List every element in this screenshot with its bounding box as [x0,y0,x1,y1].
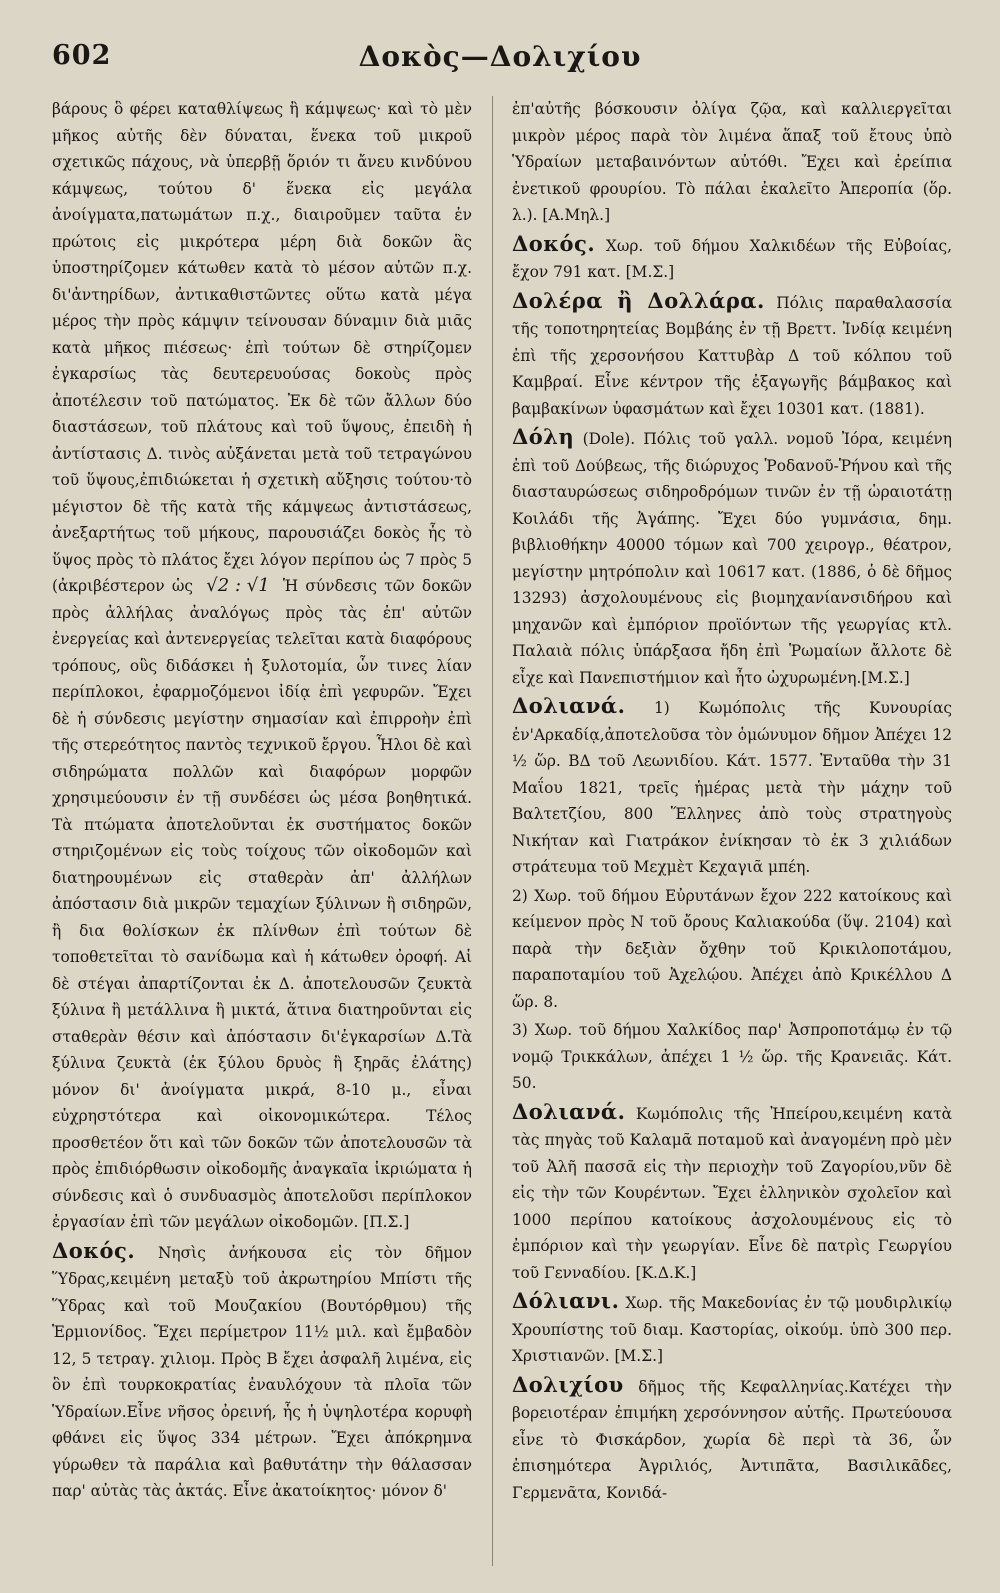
column-divider [492,96,493,1566]
entry-text: ἐπ'αὐτῆς βόσκουσιν ὀλίγα ζῷα, καὶ καλλιεργεῖται μικρὸν μέρος παρὰ τὸν λιμένα ἅπαξ τοῦ ἔτους ὑπὸ Ὑδραίων μεταβαινόντων αὐτόθι. Ἔχει καὶ ἐρείπια ἐνετικοῦ φρουρίου. Τὸ πάλαι ἐκαλεῖτο Ἀπεροπία (ὅρ. λ.). [Α.Μηλ.] [512,100,952,224]
entry-headword: Δοκός. [52,1237,136,1263]
page-header [52,40,948,80]
entry-doliani [512,1288,952,1370]
right-column [512,96,952,1574]
entry-doliana-sub2 [512,883,952,1016]
entry-dokos-village [512,231,952,286]
entry-text: Νησὶς ἀνήκουσα εἰς τὸν δῆμον Ὕδρας,κειμένη μεταξὺ τοῦ ἀκρωτηρίου Μπίστι τῆς Ὕδρας καὶ τοῦ Μουζακίου (Βουτόρθμου) τῆς Ἑρμιονίδος. Ἔχει περίμετρον 11½ μιλ. καὶ ἔμβαδὸν 12, 5 τετραγ. χιλιομ. Πρὸς Β ἔχει ἀσφαλῆ λιμένα, εἰς ὃν ἐπὶ τουρκοκρατίας ἐναυλόχουν τὰ πλοῖα τῶν Ὑδραίων.Εἶνε νῆσος ὀρεινή, ἧς ἡ ὑψηλοτέρα κορυφὴ φθάνει εἰς ὕψος 334 μέτρων. Ἔχει ἀπόκρημνα γύρωθεν τὰ παράλια καὶ βαθυτάτην τὴν θάλασσαν παρ' αὐτὰς τὰς ἀκτάς. Εἶνε ἀκατοίκητος· μόνον δ' [52,1243,472,1500]
entry-text: βάρους ὃ φέρει καταθλίψεως ἢ κάμψεως· καὶ τὸ μὲν μῆκος αὐτῆς δὲν δύναται, ἕνεκα τοῦ μικροῦ σχετικῶς πάχους, νὰ ὑπερβῇ ὅριόν τι ἄνευ κινδύνου κάμψεως, τούτου δ' ἕνεκα εἰς μεγάλα ἀνοίγματα,πατωμάτων π.χ., διαιροῦμεν ταῦτα ἐν πρώτοις εἰς μικρότερα μέρη διὰ δοκῶν ἃς ὑποστηρίζομεν κάτωθεν κατὰ τὸ μέσον αὐτῶν π.χ. δι'ἀντηρίδων, ἀντικαθιστῶντες οὕτω κατὰ μέγα μέρος τὴν πρὸς κάμψιν τείνουσαν δύναμιν διὰ μιᾶς κατὰ μῆκος πιέσεως· ἐπὶ τούτων δὲ στηρίζομεν ἐγκαρσίως τὰς δευτερευούσας δοκοὺς πρὸς ἀποτέλεσιν τοῦ πατώματος. Ἐκ δὲ τῶν ἄλλων δύο διαστάσεων, τοῦ πλάτους καὶ τοῦ ὕψους, ἐπειδὴ ἡ ἀντίστασις Δ. τινὸς αὐξάνεται μετὰ τοῦ τετραγώνου τοῦ ὕψους,ἐπιδιώκεται ἡ σχετικὴ αὔξησις τούτου·τὸ μέγιστον δὲ τῆς κατὰ τῆς κάμψεως ἀντιστάσεως, ἀνεξαρτήτως τοῦ μήκους, παρουσιάζει δοκὸς ἧς τὸ ὕψος πρὸς τὸ πλάτος ἔχει λόγον περίπου ὡς 7 πρὸς 5 (ἀκριβέστερον ὡς [52,100,472,595]
entry-text: 2) Χωρ. τοῦ δήμου Εὐρυτάνων ἔχον 222 κατοίκους καὶ κείμενον πρὸς Ν τοῦ ὄρους Καλιακούδα (ὕψ. 2104) καὶ παρὰ τὴν δεξιὰν ὄχθην τοῦ Κρικιλοποτάμου, παραποταμίου τοῦ Ἀχελῴου. Ἀπέχει ἀπὸ Κρικέλλου Δ ὥρ. 8. [512,886,952,1011]
entry-headword: Δόλιανι. [512,1288,620,1313]
entry-dolichiou [512,1372,952,1507]
entry-text: 3) Χωρ. τοῦ δήμου Χαλκίδος παρ' Ἀσπροποτάμῳ ἐν τῷ νομῷ Τρικκάλων, ἀπέχει 1 ½ ὥρ. τῆς Κρανειᾶς. Κάτ. 50. [512,1021,952,1092]
page-number: 602 [52,40,112,71]
entry-text: Χωρ. τῆς Μακεδονίας ἐν τῷ μουδιρλικίῳ Χρουπίστης τοῦ διαμ. Καστορίας, οἰκούμ. ὑπὸ 300 περ. Χριστιανῶν. [Μ.Σ.] [512,1294,952,1365]
entry-headword: Δολιανά. [512,693,626,718]
running-head: Δοκὸς—Δολιχίου [358,40,642,73]
entry-dokos-island-continuation [512,96,952,229]
entry-text: (Dole). Πόλις τοῦ γαλλ. νομοῦ Ἰόρα, κειμένη ἐπὶ τοῦ Δούβεως, τῆς διώρυχος Ῥοδανοῦ-Ῥήνου καὶ τῆς διασταυρώσεως σιδηροδρόμων τινῶν ἐν τῇ ὡραιοτάτῃ Κοιλάδι τῆς Ἀγάπης. Ἔχει δύο γυμνάσια, δημ. βιβλιοθήκην 40000 τόμων καὶ 700 χειρογρ., θέατρον, μεγίστην μητρόπολιν καὶ 10617 κατ. (1886, ὁ δὲ δῆμος 13293) ἀσχολουμένους εἰς βιομηχανίανσιδήρου καὶ μηχανῶν καὶ ἐμπόριον προϊόντων τῆς γεωργίας κτλ. Παλαιὰ πόλις ὑπάρξασα ἤδη ἐπὶ Ῥωμαίων ἄλλοτε δὲ εἶχε καὶ Πανεπιστήμιον καὶ ἦτο ὠχυρωμένη.[Μ.Σ.] [512,430,952,687]
entry-text: Πόλις παραθαλασσία τῆς τοποτηρητείας Βομβάης ἐν τῇ Βρεττ. Ἰνδίᾳ κειμένη ἐπὶ τῆς χερσονήσου Καττυβὰρ Δ τοῦ κόλπου τοῦ Καμβραί. Εἶνε κέντρον τῆς ἐξαγωγῆς βάμβακος καὶ βαμβακίνων ὑφασμάτων καὶ ἔχει 10301 κατ. (1881). [512,293,952,418]
entry-headword: Δοκός. [512,230,596,256]
entry-text: δῆμος τῆς Κεφαλληνίας.Κατέχει τὴν βορειοτέραν ἐπιμήκη χερσόννησον αὐτῆς. Πρωτεύουσα εἶνε τὸ Φισκάρδον, χωρία δὲ περὶ τὰ 36, ὧν ἐπισημότερα Ἀγριλιός, Ἀντιπᾶτα, Βασιλικᾶδες, Γερμενᾶτα, Κονιδά- [512,1377,952,1502]
entry-doliana-epirus [512,1099,952,1287]
entry-dole [512,424,952,691]
entry-text: 1) Κωμόπολις τῆς Κυνουρίας ἐν'Αρκαδίᾳ,ἀποτελοῦσα τὸν ὁμώνυμον δῆμον Ἀπέχει 12 ½ ὥρ. ΒΔ τοῦ Λεωνιδίου. Κάτ. 1577. Ἐνταῦθα τὴν 31 Μαΐου 1821, τρεῖς ἡμέρας μετὰ τὴν μάχην τοῦ Βαλτετζίου, 800 Ἕλληνες ἀπὸ τοὺς στρατηγοὺς Νικήταν καὶ Γιατράκον ἐνίκησαν τὸ ἐκ 3 χιλιάδων στράτευμα τοῦ Μεχμὲτ Κεχαγιᾶ μπέη. [512,699,952,876]
entry-headword: Δολιχίου [512,1371,624,1397]
entry-text: Ἡ σύνδεσις τῶν δοκῶν πρὸς ἀλλήλας ἀναλόγως πρὸς τὰς ἐπ' αὐτῶν ἐνεργείας καὶ ἀντενεργείας τελεῖται κατὰ διαφόρους τρόπους, οὓς διδάσκει ἡ ξυλοτομία, ὧν τινες λίαν περίπλοκοι, ἐφαρμοζόμενοι ἰδίᾳ ἐπὶ γεφυρῶν. Ἔχει δὲ ἡ σύνδεσις μεγίστην σημασίαν καὶ ἐπιρροὴν ἐπὶ τῆς στερεότητος παντὸς τεχνικοῦ ἔργου. Ἧλοι δὲ καὶ σιδηρώματα πολλῶν καὶ διαφόρων μορφῶν χρησιμεύουσιν ἐν τῇ συνδέσει ὡς μέσα βοηθητικά. Τὰ πτώματα ἀποτελοῦνται ἐκ συστήματος δοκῶν στηριζομένων εἰς τοὺς τοίχους τῶν οἰκοδομῶν καὶ διατηρουμένων εἰς σταθερὰν ἀπ' ἀλλήλων ἀπόστασιν διὰ μικρῶν τεμαχίων ξύλινων ἢ σιδηρῶν, ἢ δια θολίσκων ἐκ πλίνθων ἐπὶ τούτων δὲ τοποθετεῖται τὸ σανίδωμα καὶ ἡ κάτωθεν ὀροφή. Αἱ δὲ στέγαι ἀπαρτίζονται ἐκ Δ. ἀποτελουσῶν ζευκτὰ ξύλινα ἢ μετάλλινα ἢ μικτά, ἅτινα διατηροῦνται εἰς σταθερὰν θέσιν καὶ ἀπόστασιν δι'ἐγκαρσίων Δ.Τὰ ξύλινα ζευκτὰ (ἐκ ξύλου δρυὸς ἢ ξηρᾶς ἐλάτης) μόνον δι' ἀνοίγματα μικρά, 8-10 μ., εἶναι εὐχρηστότερα καὶ οἰκονομικώτερα. Τέλος προσθετέον ὅτι καὶ τῶν δοκῶν τῶν ἀποτελουσῶν τὰ πρὸς ἐπιδιόρθωσιν οἰκοδομῆς ἀναγκαῖα ἰκριώματα ἡ σύνδεσις καὶ ὁ συνδυασμὸς ἀποτελοῦσι περίπλοκον ἐργασίαν ἐπὶ τῶν μεγάλων οἰκοδομῶν. [Π.Σ.] [52,577,472,1231]
entry-dolera [512,288,952,423]
entry-headword: Δολιανά. [512,1098,626,1124]
entry-headword: Δόλη [512,424,575,449]
left-column [52,96,472,1574]
entry-dokos-continuation [52,96,472,1236]
entry-doliana-arcadia [512,693,952,881]
entry-doliana-sub3 [512,1017,952,1097]
entry-text: Κωμόπολις τῆς Ἠπείρου,κειμένη κατὰ τὰς πηγὰς τοῦ Καλαμᾶ ποταμοῦ καὶ ἀναγομένη πρὸ μὲν τοῦ Ἀλῆ πασσᾶ εἰς τὴν περιοχὴν τοῦ Ζαγορίου,νῦν δὲ εἰς τὴν τῶν Κουρέντων. Ἔχει ἑλληνικὸν σχολεῖον καὶ 1000 περίπου κατοίκους ἀσχολουμένους εἰς τὸ ἐμπόριον καὶ τὴν γεωργίαν. Εἶνε δὲ πατρὶς Γεωργίου τοῦ Γενναδίου. [Κ.Δ.Κ.] [512,1104,952,1282]
formula: √2 : √1 [206,575,270,596]
entry-headword: Δολέρα ἢ Δολλάρα. [512,287,765,313]
entry-dokos-island [52,1238,472,1505]
entry-text: Χωρ. τοῦ δήμου Χαλκιδέων τῆς Εὐβοίας, ἔχον 791 κατ. [Μ.Σ.] [512,236,952,281]
